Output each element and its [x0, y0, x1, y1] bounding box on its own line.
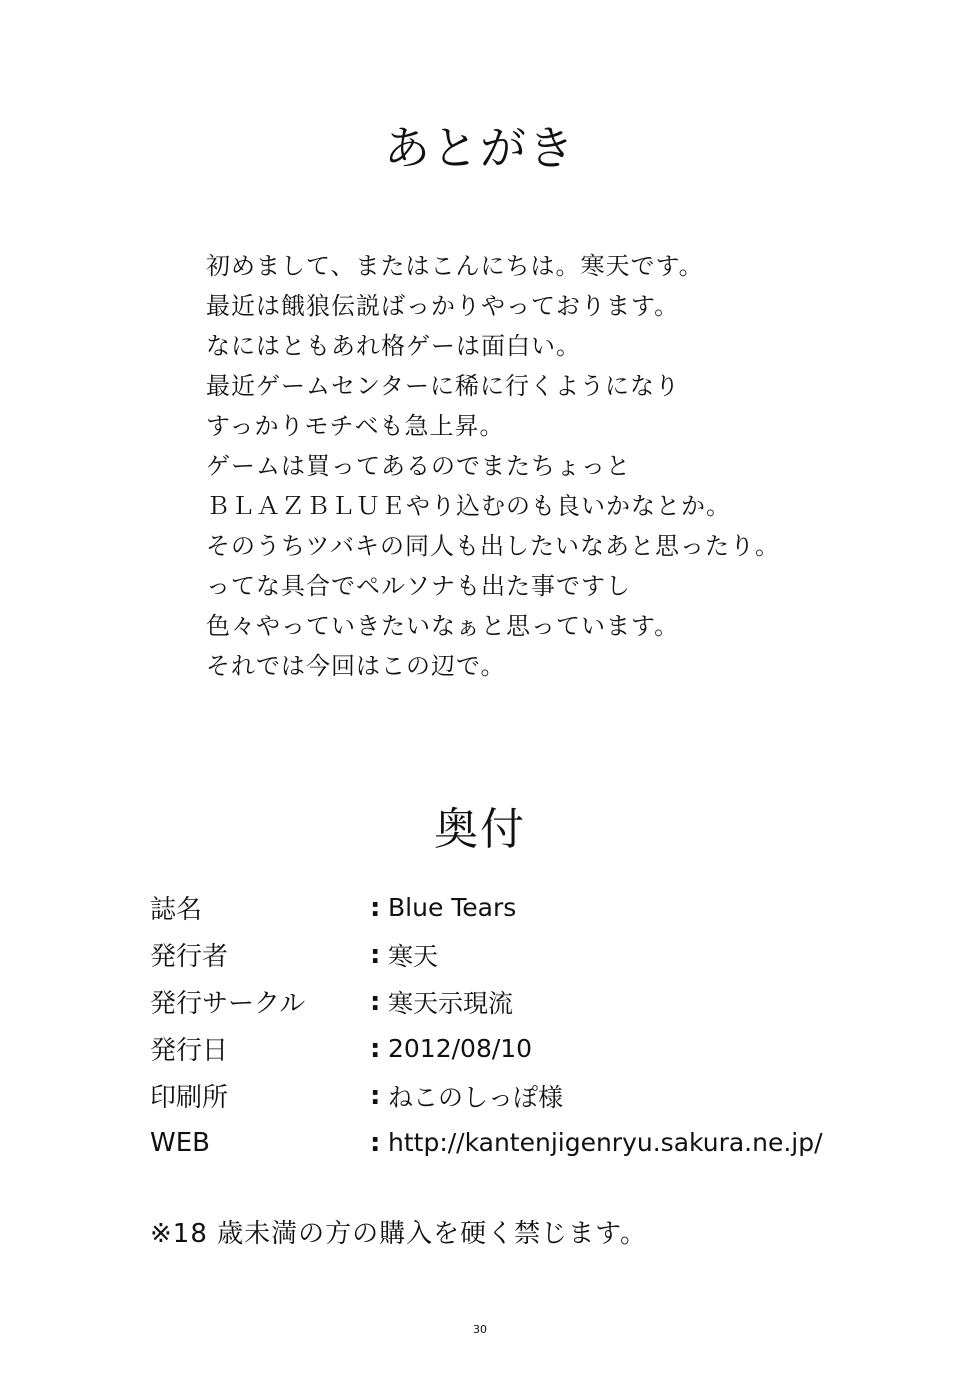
- colophon-row-publisher: [150, 931, 850, 978]
- afterword-line: 最近は餓狼伝説ばっかりやっております。: [206, 292, 680, 320]
- colophon-row-circle: [150, 978, 850, 1025]
- colophon-colon: :: [370, 986, 381, 1017]
- afterword-line: すっかりモチベも急上昇。: [206, 412, 505, 440]
- colophon-label: 発行サークル: [150, 989, 306, 1019]
- afterword-line: 初めまして、またはこんにちは。寒天です。: [206, 252, 704, 280]
- page-number: 30: [473, 1323, 487, 1336]
- colophon-label: 印刷所: [150, 1083, 229, 1113]
- colophon-value: 寒天示現流: [388, 988, 514, 1018]
- afterword-line: そのうちツバキの同人も出したいなあと思ったり。: [206, 532, 781, 560]
- afterword-line: 最近ゲームセンターに稀に行くようになり: [206, 372, 681, 400]
- afterword-line: ゲームは買ってあるのでまたちょっと: [206, 452, 631, 480]
- afterword-line: ＢＬＡＺＢＬＵＥやり込むのも良いかなとか。: [206, 492, 731, 520]
- colophon-web-url: http://kantenjigenryu.sakura.ne.jp/: [388, 1128, 823, 1157]
- colophon-label: 発行者: [150, 942, 229, 972]
- afterword-line: それでは今回はこの辺で。: [206, 652, 506, 680]
- afterword-line: なにはともあれ格ゲーは面白い。: [206, 332, 581, 360]
- afterword-line: 色々やっていきたいなぁと思っています。: [206, 612, 680, 640]
- colophon-value: 寒天: [388, 941, 439, 971]
- colophon-colon: :: [370, 1080, 381, 1111]
- colophon-row-title: [150, 884, 850, 931]
- colophon-colon: :: [370, 892, 381, 923]
- colophon-table: [150, 884, 850, 1166]
- colophon-label: 発行日: [150, 1036, 229, 1066]
- colophon-label: 誌名: [150, 895, 203, 925]
- colophon-row-date: [150, 1025, 850, 1072]
- age-restriction-notice: ※18 歳未満の方の購入を硬く禁じます。: [150, 1219, 648, 1249]
- colophon-colon: :: [370, 1033, 381, 1064]
- afterword-line: ってな具合でペルソナも出た事ですし: [206, 572, 631, 600]
- colophon-label: WEB: [150, 1127, 210, 1158]
- afterword-body: [206, 246, 846, 686]
- afterword-title: あとがき: [384, 121, 576, 175]
- colophon-row-printer: [150, 1072, 850, 1119]
- colophon-value: 2012/08/10: [388, 1034, 533, 1063]
- colophon-value: Blue Tears: [388, 893, 517, 922]
- colophon-value: ねこのしっぽ様: [388, 1082, 564, 1112]
- colophon-title: 奥付: [434, 804, 526, 855]
- colophon-colon: :: [370, 939, 381, 970]
- colophon-colon: :: [370, 1127, 381, 1158]
- colophon-row-web: [150, 1119, 850, 1166]
